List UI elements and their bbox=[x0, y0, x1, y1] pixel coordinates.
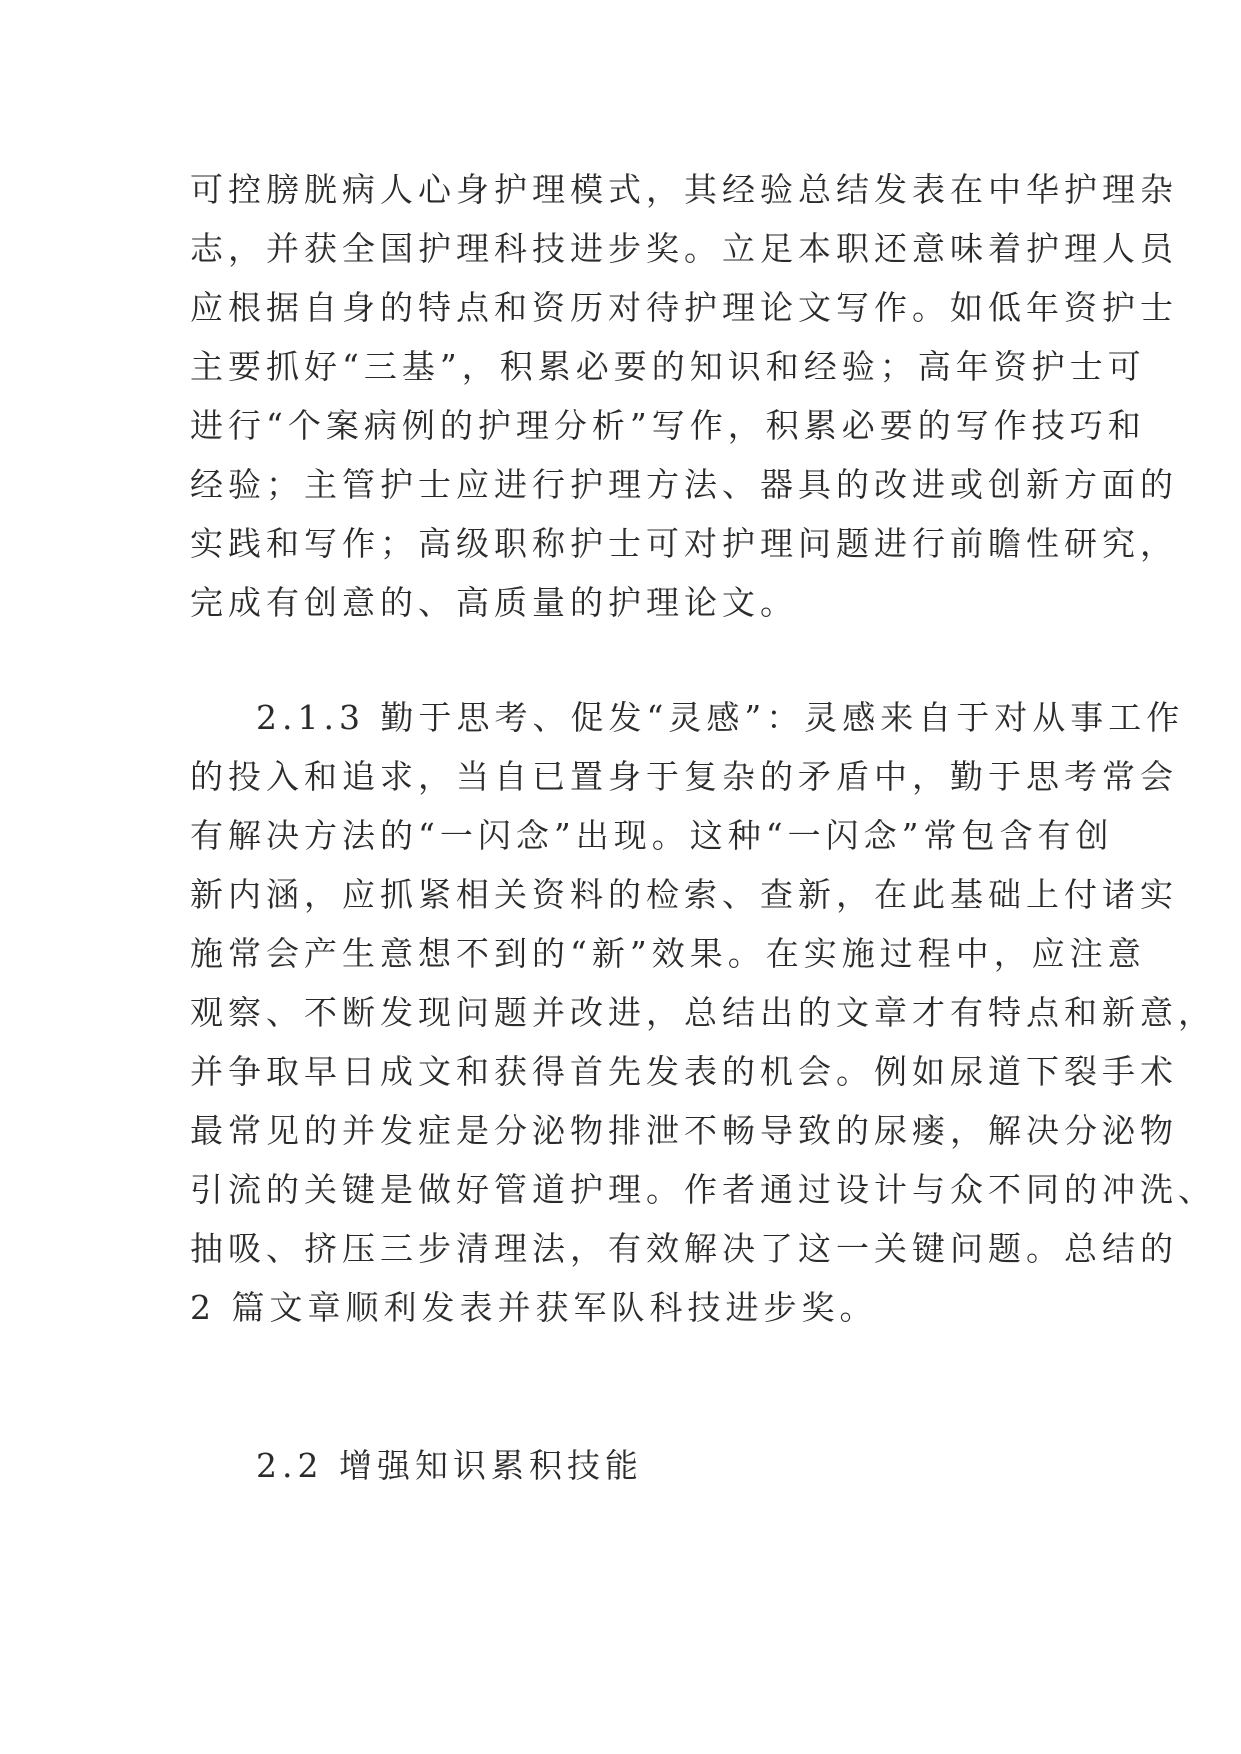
text-line: 完成有创意的、高质量的护理论文。 bbox=[190, 583, 798, 622]
text-line: 的投入和追求，当自已置身于复杂的矛盾中，勤于思考常会 bbox=[190, 757, 1178, 796]
text-line: 观察、不断发现问题并改进，总结出的文章才有特点和新意， bbox=[190, 993, 1216, 1032]
text-line: 并争取早日成文和获得首先发表的机会。例如尿道下裂手术 bbox=[190, 1052, 1178, 1091]
text-line: 2.1.3 勤于思考、促发“灵感”：灵感来自于对从事工作 bbox=[256, 698, 1185, 737]
text-line: 主要抓好“三基”，积累必要的知识和经验；高年资护士可 bbox=[190, 347, 1146, 386]
text-line: 有解决方法的“一闪念”出现。这种“一闪念”常包含有创 bbox=[190, 816, 1114, 855]
text-line: 最常见的并发症是分泌物排泄不畅导致的尿瘘，解决分泌物 bbox=[190, 1111, 1178, 1150]
section-heading-block bbox=[190, 1436, 1060, 1495]
text-line: 可控膀胱病人心身护理模式，其经验总结发表在中华护理杂 bbox=[190, 170, 1178, 209]
text-line: 新内涵，应抓紧相关资料的检索、查新，在此基础上付诸实 bbox=[190, 875, 1178, 914]
text-line: 进行“个案病例的护理分析”写作，积累必要的写作技巧和 bbox=[190, 406, 1146, 445]
section-heading: 2.2 增强知识累积技能 bbox=[256, 1446, 643, 1485]
text-line: 应根据自身的特点和资历对待护理论文写作。如低年资护士 bbox=[190, 288, 1178, 327]
text-line: 引流的关键是做好管道护理。作者通过设计与众不同的冲洗、 bbox=[190, 1170, 1216, 1209]
paragraph-nursing-writing-by-rank bbox=[190, 160, 1178, 632]
text-line: 2 篇文章顺利发表并获军队科技进步奖。 bbox=[190, 1288, 878, 1327]
text-line: 经验；主管护士应进行护理方法、器具的改进或创新方面的 bbox=[190, 465, 1178, 504]
paragraph-inspiration bbox=[190, 688, 1216, 1337]
text-line: 抽吸、挤压三步清理法，有效解决了这一关键问题。总结的 bbox=[190, 1229, 1178, 1268]
text-line: 实践和写作；高级职称护士可对护理问题进行前瞻性研究， bbox=[190, 524, 1178, 563]
text-line: 志，并获全国护理科技进步奖。立足本职还意味着护理人员 bbox=[190, 229, 1178, 268]
text-line: 施常会产生意想不到的“新”效果。在实施过程中，应注意 bbox=[190, 934, 1146, 973]
